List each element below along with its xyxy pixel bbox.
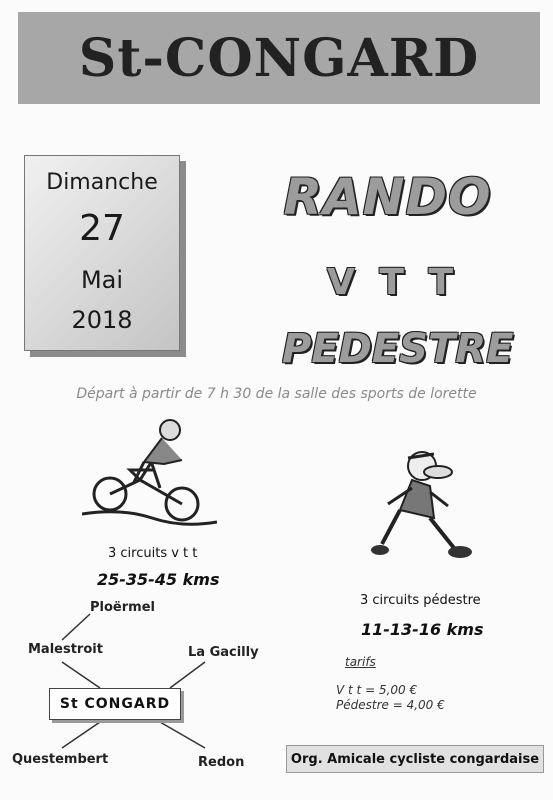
title-banner bbox=[18, 12, 540, 104]
place-redon: Redon bbox=[198, 755, 245, 770]
page-title: St-CONGARD bbox=[78, 27, 480, 89]
place-la-gacilly: La Gacilly bbox=[188, 645, 259, 660]
organizer-box bbox=[286, 745, 544, 773]
price-pedestre: Pédestre = 4,00 € bbox=[336, 698, 445, 712]
event-title-pedestre: PEDESTRE bbox=[282, 326, 514, 372]
price-vtt: V t t = 5,00 € bbox=[336, 683, 418, 697]
date-day: 27 bbox=[79, 208, 125, 249]
pedestre-circuits: 3 circuits pédestre bbox=[360, 593, 481, 608]
organizer-label: Org. Amicale cycliste congardaise bbox=[290, 751, 540, 767]
date-year: 2018 bbox=[71, 306, 133, 334]
place-ploermel: Ploërmel bbox=[90, 600, 155, 615]
event-title-vtt: V T T bbox=[326, 262, 454, 303]
map-center-box bbox=[49, 688, 181, 720]
date-box bbox=[24, 155, 180, 351]
hiker-illustration bbox=[368, 448, 476, 570]
pedestre-distances: 11-13-16 kms bbox=[361, 620, 484, 639]
cyclist-illustration bbox=[82, 418, 217, 528]
date-month: Mai bbox=[80, 266, 124, 294]
departure-info: Départ à partir de 7 h 30 de la salle des sports de lorette bbox=[76, 386, 477, 402]
tarifs-heading: tarifs bbox=[345, 655, 376, 669]
vtt-distances: 25-35-45 kms bbox=[97, 570, 220, 589]
place-questembert: Questembert bbox=[12, 752, 109, 767]
date-weekday: Dimanche bbox=[46, 170, 158, 195]
event-title-rando: RANDO bbox=[283, 168, 492, 226]
map-center-label: St CONGARD bbox=[59, 696, 171, 712]
vtt-circuits: 3 circuits v t t bbox=[108, 546, 198, 561]
place-malestroit: Malestroit bbox=[28, 642, 103, 657]
